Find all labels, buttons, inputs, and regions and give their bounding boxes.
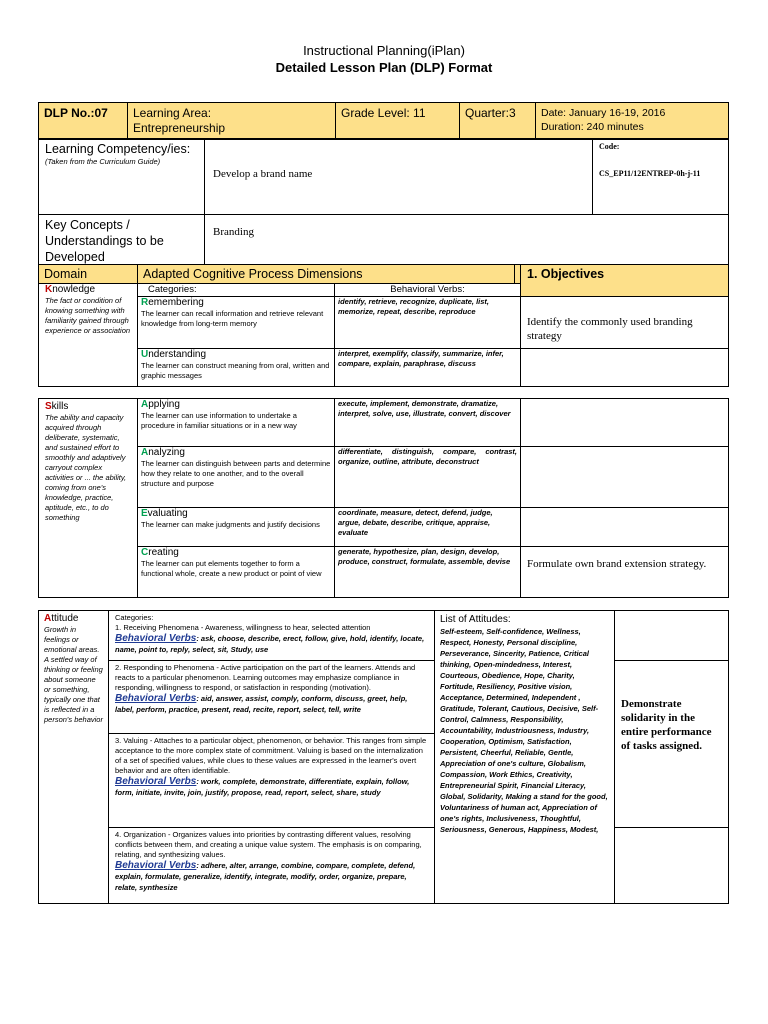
key-concepts-value: Branding bbox=[205, 215, 729, 268]
learning-area-value: Entrepreneurship bbox=[133, 121, 226, 135]
process-remembering bbox=[138, 297, 335, 349]
analyzing-desc: The learner can distinguish between parts and determine how they relate to one another, and to the overall structure and purpose bbox=[141, 459, 331, 488]
categories-heading: Categories: bbox=[138, 284, 335, 297]
knowledge-desc: The fact or condition of knowing something with familiarity gained through experience or association bbox=[45, 296, 131, 335]
skills-table bbox=[38, 398, 729, 598]
applying-letter: A bbox=[141, 399, 149, 410]
plan-title: Instructional Planning(iPlan) bbox=[303, 43, 465, 58]
behavioral-heading: Behavioral Verbs: bbox=[335, 284, 521, 297]
knowledge-letter: K bbox=[45, 284, 53, 295]
remembering-letter: R bbox=[141, 297, 149, 308]
attitude-item-2 bbox=[109, 661, 435, 734]
analyzing-objective-empty bbox=[521, 447, 729, 508]
creating-verbs: generate, hypothesize, plan, design, develop, produce, construct, formulate, assemble, devise bbox=[335, 547, 521, 598]
key-concepts-label: Key Concepts / Understandings to be Developed bbox=[39, 215, 205, 268]
knowledge-domain bbox=[39, 284, 138, 387]
knowledge-objective: Identify the commonly used branding strategy bbox=[521, 297, 729, 349]
bv-label-2: Behavioral Verbs bbox=[115, 693, 197, 704]
organization-verbs: : adhere, alter, arrange, combine, compare, complete, defend, explain, formulate, generalize, identify, integrate, modify, order, organize, prepare, relate, synthesize bbox=[115, 861, 416, 892]
creating-desc: The learner can put elements together to form a functional whole, create a new product or point of view bbox=[141, 559, 322, 578]
skills-letter: S bbox=[45, 401, 52, 412]
analyzing-name: nalyzing bbox=[148, 447, 185, 458]
bv-label-4: Behavioral Verbs bbox=[115, 860, 197, 871]
attitude-desc: Growth in feelings or emotional areas. A settled way of thinking or feeling about someone or something, typically one that is reflected in a person's behavior bbox=[44, 625, 103, 724]
analyzing-verbs: differentiate, distinguish, compare, contrast, organize, outline, attribute, deconstruct bbox=[335, 447, 521, 508]
code-value: CS_EP11/12ENTREP-0h-j-11 bbox=[599, 169, 701, 178]
process-understanding bbox=[138, 349, 335, 387]
code-cell bbox=[593, 139, 729, 215]
attitude-objective-empty-1 bbox=[615, 611, 729, 661]
objectives-heading: 1. Objectives bbox=[521, 265, 729, 297]
understanding-verbs: interpret, exemplify, classify, summarize, infer, compare, explain, paraphrase, discuss bbox=[335, 349, 521, 387]
process-analyzing bbox=[138, 447, 335, 508]
creating-letter: C bbox=[141, 547, 149, 558]
receiving-verbs: : ask, choose, describe, erect, follow, give, hold, identify, locate, name, point to, reply, select, sit, Study, use bbox=[115, 634, 425, 654]
analyzing-letter: A bbox=[141, 447, 149, 458]
learning-area-label: Learning Area: bbox=[133, 106, 212, 120]
attitudes-list: Self-esteem, Self-confidence, Wellness, Respect, Honesty, Personal discipline, Perseverance, Sincerity, Patience, Critical thinking, Open-mindedness, Interest, Courteous, Obedience, Hope, Charity, Fortitude, Resiliency, Positive vision, Acceptance, Determined, Independent , Gratitude, Tolerant, Cautious, Decisive, Self-Control, Calmness, Responsibility, Accountability, Industriousness, Industry, Cooperation, Optimism, Satisfaction, Persistent, Cheerful, Reliable, Gentle, Appreciation of one's culture, Globalism, Compassion, Work Ethics, Creativity, Entrepreneurial Spirit, Financial Literacy, Global, Solidarity, Making a stand for the good, Voluntariness of human act, Appreciation of one's rights, Inclusiveness, Thoughtful, Seriousness, Generous, Happiness, Modest, bbox=[440, 627, 608, 834]
competency-note: (Taken from the Curriculum Guide) bbox=[45, 157, 161, 166]
competency-table bbox=[38, 138, 729, 268]
quarter: Quarter:3 bbox=[460, 103, 536, 140]
competency-value: Develop a brand name bbox=[205, 139, 593, 215]
format-title: Detailed Lesson Plan (DLP) Format bbox=[275, 60, 493, 75]
responding-verbs: : aid, answer, assist, comply, conform, discuss, greet, help, label, perform, practice, present, read, recite, report, select, tell, write bbox=[115, 694, 408, 714]
attitude-objective-empty-2 bbox=[615, 828, 729, 904]
bv-label-3: Behavioral Verbs bbox=[115, 776, 197, 787]
skills-domain bbox=[39, 399, 138, 598]
organization-text: 4. Organization - Organizes values into priorities by contrasting different values, resolving conflicts between them, and creating a unique value system. The emphasis is on comparing, relating, and synthesizing values. bbox=[115, 830, 422, 859]
understanding-desc: The learner can construct meaning from oral, written and graphic messages bbox=[141, 361, 330, 380]
attitude-categories-label: Categories: bbox=[115, 613, 154, 622]
process-applying bbox=[138, 399, 335, 447]
applying-objective-empty bbox=[521, 399, 729, 447]
applying-verbs: execute, implement, demonstrate, dramatize, interpret, solve, use, illustrate, convert, discover bbox=[335, 399, 521, 447]
applying-desc: The learner can use information to undertake a procedure in familiar situations or in a new way bbox=[141, 411, 297, 430]
understanding-name: nderstanding bbox=[148, 349, 207, 360]
evaluating-objective-empty bbox=[521, 508, 729, 547]
creating-name: reating bbox=[148, 547, 179, 558]
remembering-verbs: identify, retrieve, recognize, duplicate, list, memorize, repeat, describe, reproduce bbox=[335, 297, 521, 349]
attitude-item-3 bbox=[109, 734, 435, 828]
attitudes-list-cell bbox=[435, 611, 615, 904]
document-header bbox=[0, 42, 768, 77]
competency-label-cell bbox=[39, 139, 205, 215]
date-duration bbox=[536, 103, 729, 140]
attitude-objective: Demonstrate solidarity in the entire performance of tasks assigned. bbox=[615, 661, 729, 828]
remembering-name: emembering bbox=[148, 297, 204, 308]
grade-level: Grade Level: 11 bbox=[336, 103, 460, 140]
understanding-letter: U bbox=[141, 349, 149, 360]
evaluating-verbs: coordinate, measure, detect, defend, judge, argue, debate, describe, critique, appraise, evaluate bbox=[335, 508, 521, 547]
remembering-desc: The learner can recall information and retrieve relevant knowledge from long-term memory bbox=[141, 309, 324, 328]
knowledge-rest: nowledge bbox=[52, 284, 96, 295]
lesson-header-table bbox=[38, 102, 729, 140]
receiving-text: 1. Receiving Phenomena - Awareness, willingness to hear, selected attention bbox=[115, 623, 371, 632]
learning-area bbox=[128, 103, 336, 140]
skills-desc: The ability and capacity acquired through deliberate, systematic, and sustained effort to smoothly and adaptively carryout complex activities or ... the ability, coming from one's knowledge, practice, aptitude, etc., to do something bbox=[45, 413, 127, 522]
dlp-number: DLP No.:07 bbox=[39, 103, 128, 140]
evaluating-desc: The learner can make judgments and justify decisions bbox=[141, 520, 320, 529]
competency-label: Learning Competency/ies: bbox=[45, 142, 191, 156]
evaluating-name: valuating bbox=[147, 508, 188, 519]
skills-objective: Formulate own brand extension strategy. bbox=[521, 547, 729, 598]
domain-heading: Domain bbox=[39, 265, 138, 284]
attitude-domain bbox=[39, 611, 109, 904]
attitude-letter: A bbox=[44, 613, 52, 624]
responding-text: 2. Responding to Phenomena - Active participation on the part of the learners. Attends and reacts to a particular phenomenon. Learning outcomes may emphasize compliance in responding, willingness to respond, or satisfaction in responding (motivation). bbox=[115, 663, 416, 692]
evaluating-letter: E bbox=[141, 508, 148, 519]
date: Date: January 16-19, 2016 bbox=[541, 107, 666, 119]
duration: Duration: 240 minutes bbox=[541, 121, 644, 133]
knowledge-table bbox=[38, 264, 729, 387]
attitudes-list-label: List of Attitudes: bbox=[440, 614, 511, 625]
attitude-item-1 bbox=[109, 611, 435, 661]
attitude-rest: ttitude bbox=[51, 613, 79, 624]
knowledge-objective-empty bbox=[521, 349, 729, 387]
bv-label-1: Behavioral Verbs bbox=[115, 633, 197, 644]
adapted-heading: Adapted Cognitive Process Dimensions bbox=[138, 265, 515, 284]
attitude-table bbox=[38, 610, 729, 904]
code-label: Code: bbox=[599, 142, 620, 151]
valuing-text: 3. Valuing - Attaches to a particular object, phenomenon, or behavior. This ranges from simple acceptance to the more complex state of commitment. Valuing is based on the internalization of a set of specified values, while clues to these values are expressed in the learner's overt behavior and are often identifiable. bbox=[115, 736, 427, 775]
process-creating bbox=[138, 547, 335, 598]
valuing-verbs: : work, complete, demonstrate, differentiate, explain, follow, form, initiate, invite, join, justify, propose, read, report, select, share, study bbox=[115, 777, 410, 797]
applying-name: pplying bbox=[148, 399, 180, 410]
skills-rest: kills bbox=[51, 401, 69, 412]
process-evaluating bbox=[138, 508, 335, 547]
attitude-item-4 bbox=[109, 828, 435, 904]
